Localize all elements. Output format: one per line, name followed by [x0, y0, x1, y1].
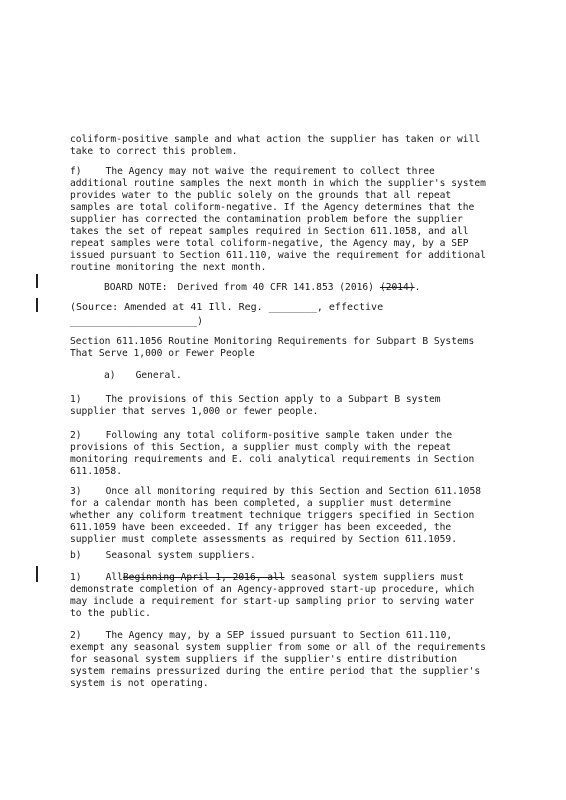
section-heading: Section 611.1056 Routine Monitoring Requirements for Subpart B Systems	[70, 336, 475, 347]
item-1-marker: 1)	[70, 394, 82, 405]
item-2-line: 611.1058.	[70, 466, 122, 477]
revision-bar	[36, 274, 38, 288]
para-f-line: issued pursuant to Section 611.110, waive the requirement for additional	[70, 250, 486, 261]
subsection-b	[70, 550, 510, 562]
para-f-line: provides water to the public solely on the grounds that all repeat	[70, 190, 452, 201]
item-3-marker: 3)	[70, 486, 82, 497]
board-note-text: Derived from 40 CFR 141.853 (2016)	[177, 282, 374, 293]
continuation-line: take to correct this problem.	[70, 146, 238, 157]
item-b1-struck: Beginning April 1, 2016, all	[122, 572, 285, 583]
subsection-b-marker: b)	[70, 550, 82, 561]
para-f-line: supplier has corrected the contamination problem before the supplier	[70, 214, 463, 225]
para-f-line: additional routine samples the next month in which the supplier's system	[70, 178, 486, 189]
item-2-line: provisions of this Section, a supplier must comply with the repeat	[70, 442, 452, 453]
source-line-2	[70, 316, 510, 328]
item-b2-line: system remains pressurized during the entire period that the supplier's	[70, 666, 481, 677]
subsection-b-title: Seasonal system suppliers.	[105, 550, 256, 561]
item-2-line: monitoring requirements and E. coli analytical requirements in Section	[70, 454, 475, 465]
item-1-line: supplier that serves 1,000 or fewer people.	[70, 406, 319, 417]
para-f-line: repeat samples were total coliform-negative, the Agency may, by a SEP	[70, 238, 469, 249]
item-3-line: for a calendar month has been completed, a supplier must determine	[70, 498, 452, 509]
item-1-text: The provisions of this Section apply to a Subpart B system	[105, 394, 441, 405]
board-note-end: .	[414, 282, 421, 293]
para-f-first-line	[70, 166, 510, 178]
item-1-first-line	[70, 394, 510, 406]
item-2-first-line	[70, 430, 510, 442]
para-f-line: samples are total coliform-negative. If the Agency determines that the	[70, 202, 475, 213]
item-b2-marker: 2)	[70, 630, 82, 641]
item-b1-marker: 1)	[70, 572, 82, 583]
source-blank-2: ______________________)	[70, 316, 203, 327]
para-f-line: routine monitoring the next month.	[70, 262, 267, 273]
board-note-struck-year: (2014)	[379, 282, 415, 293]
item-b2-line: exempt any seasonal system supplier from some or all of the requirements	[70, 642, 486, 653]
item-3-line: supplier must complete assessments as required by Section 611.1059.	[70, 534, 457, 545]
revision-bar	[36, 298, 38, 312]
item-3-line: whether any coliform treatment technique triggers specified in Section	[70, 510, 475, 521]
item-b2-line: system is not operating.	[70, 678, 209, 689]
item-b1-first-line	[70, 572, 510, 584]
item-b1-line: may include a requirement for start-up sampling prior to serving water	[70, 596, 475, 607]
item-3-first-line	[70, 486, 510, 498]
para-f-line: takes the set of repeat samples required in Section 611.1058, and all	[70, 226, 469, 237]
item-b1-all: All	[105, 572, 123, 583]
item-b1-line: to the public.	[70, 608, 151, 619]
para-f-marker: f)	[70, 166, 82, 177]
board-note-label: BOARD NOTE:	[104, 282, 168, 293]
item-3-text: Once all monitoring required by this Section and Section 611.1058	[105, 486, 481, 497]
para-f-text: The Agency may not waive the requirement to collect three	[105, 166, 435, 177]
item-b2-line: for seasonal system suppliers if the supplier's entire distribution	[70, 654, 457, 665]
item-b1-line: demonstrate completion of an Agency-approved start-up procedure, which	[70, 584, 475, 595]
subsection-a	[70, 370, 510, 382]
source-text: (Source: Amended at 41 Ill. Reg.	[70, 302, 269, 313]
item-2-text: Following any total coliform-positive sample taken under the	[105, 430, 453, 441]
revision-bar	[36, 566, 38, 582]
board-note	[70, 282, 510, 294]
subsection-a-title: General.	[135, 370, 182, 381]
continuation-line: coliform-positive sample and what action the supplier has taken or will	[70, 134, 481, 145]
subsection-a-marker: a)	[104, 370, 116, 381]
item-3-line: 611.1059 have been exceeded. If any trigger has been exceeded, the	[70, 522, 452, 533]
section-heading-line-2: That Serve 1,000 or Fewer People	[70, 348, 255, 359]
item-b2-first-line	[70, 630, 510, 642]
source-line	[70, 302, 510, 314]
source-effective: , effective	[316, 302, 384, 313]
item-b1-text: seasonal system suppliers must	[290, 572, 464, 583]
source-blank: ________	[268, 302, 317, 313]
item-b2-text: The Agency may, by a SEP issued pursuant to Section 611.110,	[105, 630, 453, 641]
item-2-marker: 2)	[70, 430, 82, 441]
